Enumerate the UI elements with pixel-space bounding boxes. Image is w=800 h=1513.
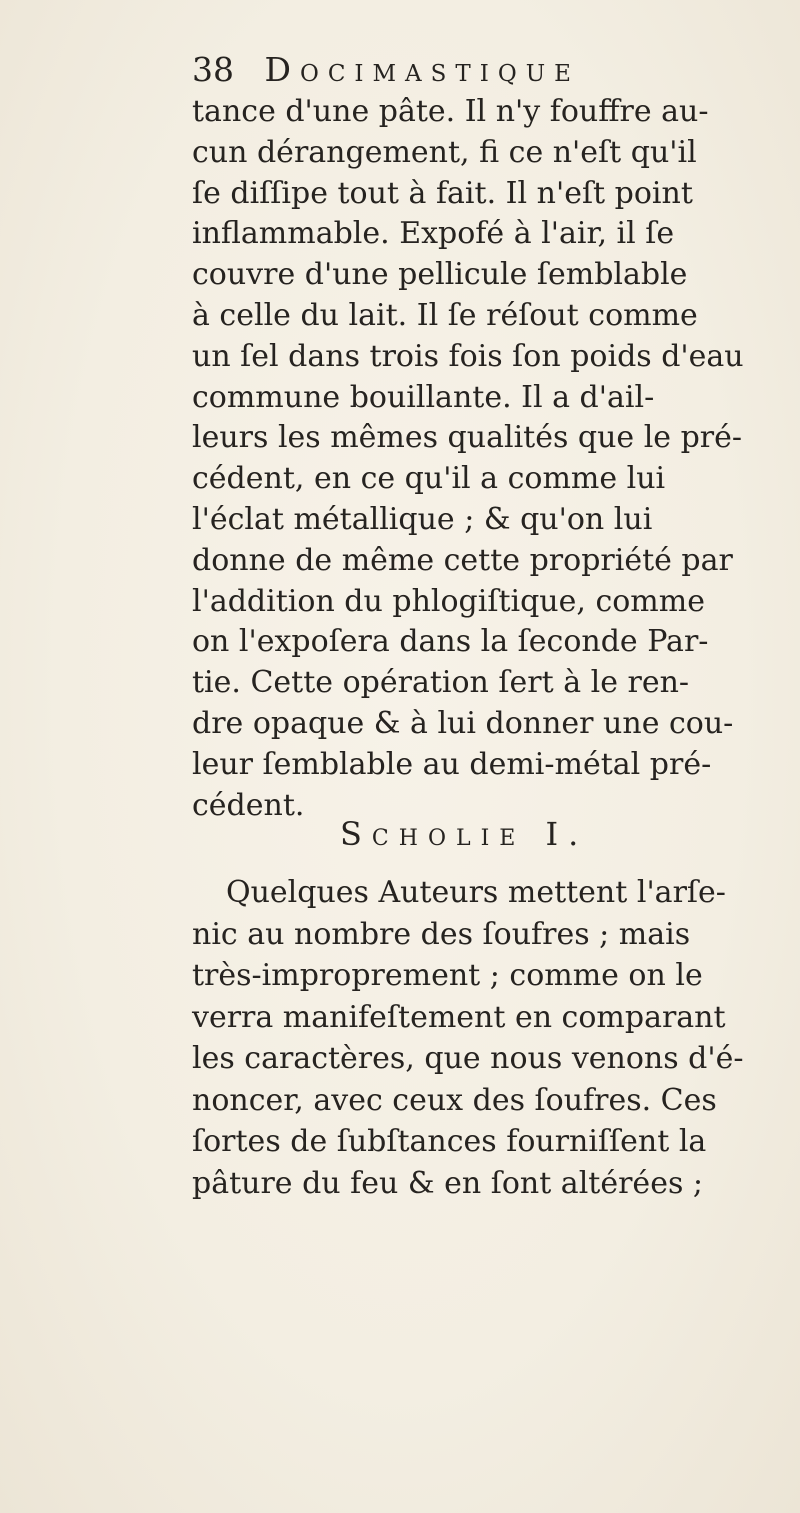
text-line: inflammable. Expofé à l'air, il ſe bbox=[192, 216, 675, 252]
text-line: ſortes de ſubſtances fourniſſent la bbox=[192, 1124, 707, 1159]
text-line: cédent, en ce qu'il a comme lui bbox=[192, 461, 666, 497]
text-line: Quelques Auteurs mettent l'arſe- bbox=[226, 875, 726, 910]
text-line: verra manifeſtement en comparant bbox=[192, 999, 726, 1035]
text-line: à celle du lait. Il ſe réſout comme bbox=[192, 297, 698, 333]
text-line: l'addition du phlogiſtique, comme bbox=[192, 583, 705, 619]
text-line: on l'expoſera dans la ſeconde Par- bbox=[192, 624, 709, 660]
text-line: un ſel dans trois fois ſon poids d'eau bbox=[192, 338, 744, 374]
text-line: donne de même cette propriété par bbox=[192, 542, 733, 578]
page-header bbox=[192, 46, 692, 94]
text-line: cun dérangement, fi ce n'eſt qu'il bbox=[192, 134, 697, 170]
text-line: leurs les mêmes qualités que le pré- bbox=[192, 420, 743, 456]
text-line: les caractères, que nous venons d'é- bbox=[192, 1041, 744, 1076]
paragraph-2 bbox=[192, 872, 772, 1204]
text-line: cédent. bbox=[192, 787, 305, 823]
text-line: l'éclat métallique ; & qu'on lui bbox=[192, 501, 653, 537]
text-line: tance d'une pâte. Il n'y fouffre au- bbox=[192, 94, 709, 129]
text-line: nic au nombre des ſoufres ; mais bbox=[192, 916, 691, 952]
text-line: tie. Cette opération ſert à le ren- bbox=[192, 665, 690, 701]
text-line: pâture du feu & en ſont altérées ; bbox=[192, 1165, 703, 1201]
text-line: dre opaque & à lui donner une cou- bbox=[192, 705, 734, 741]
text-line: ſe diſſipe tout à fait. Il n'eſt point bbox=[192, 175, 693, 211]
page-number: 38 bbox=[192, 50, 234, 89]
text-line: commune bouillante. Il a d'ail- bbox=[192, 379, 655, 415]
paragraph-1 bbox=[192, 92, 772, 826]
text-line: très-improprement ; comme on le bbox=[192, 958, 703, 993]
running-title: Docimastique bbox=[264, 50, 580, 89]
text-line: noncer, avec ceux des ſoufres. Ces bbox=[192, 1082, 717, 1118]
text-line: leur ſemblable au demi-métal pré- bbox=[192, 746, 712, 782]
text-line: couvre d'une pellicule ſemblable bbox=[192, 257, 688, 293]
section-heading: Scholie I. bbox=[340, 815, 589, 853]
